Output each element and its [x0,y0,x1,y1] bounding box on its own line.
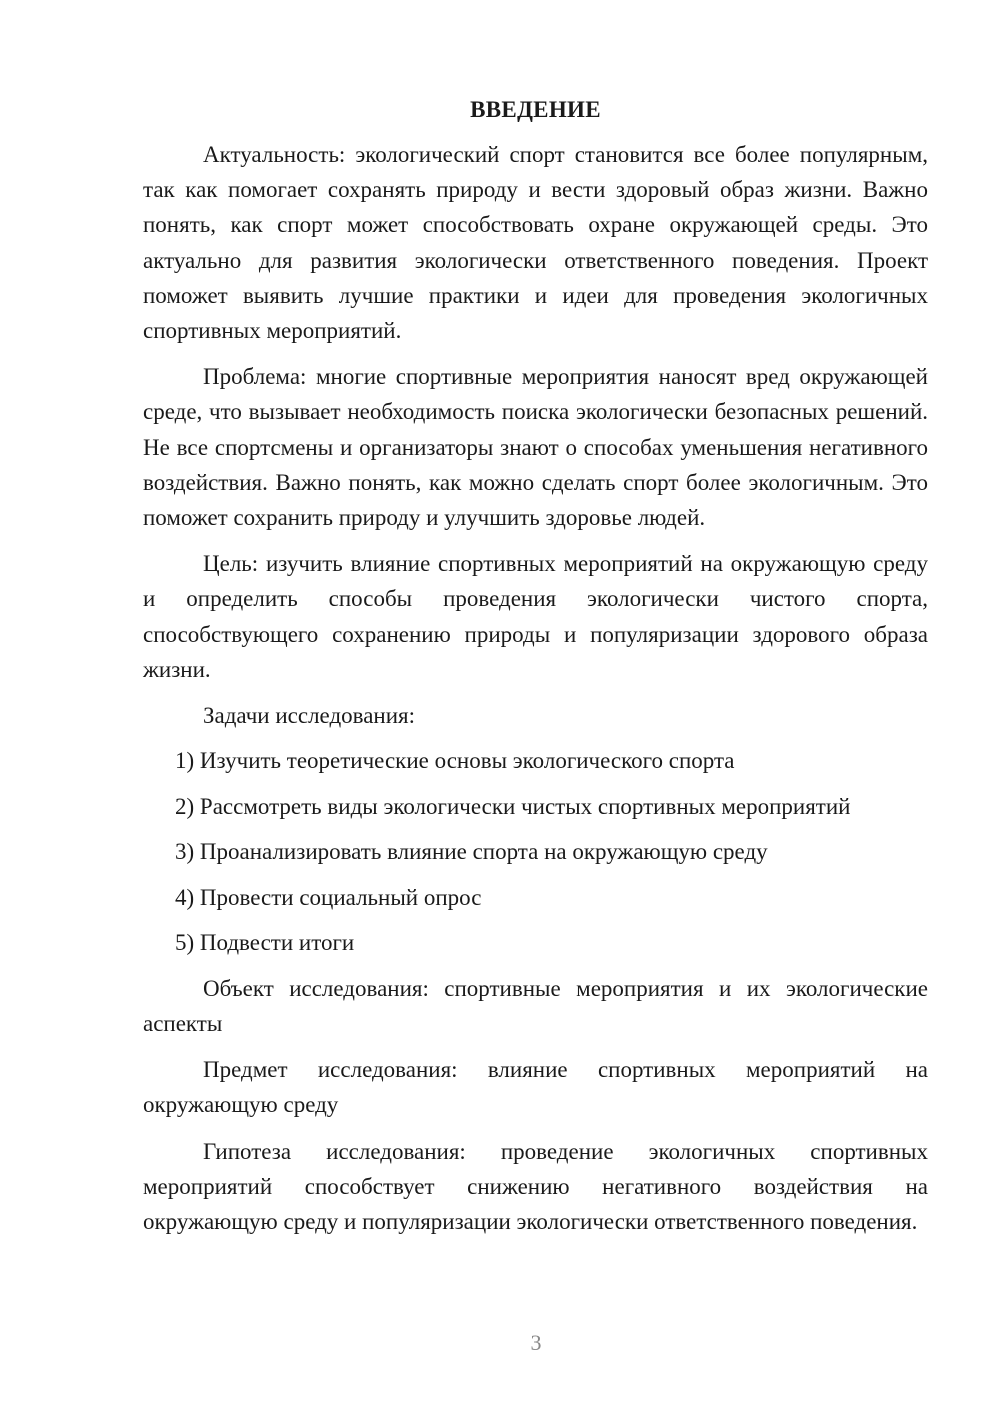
paragraph-goal: Цель: изучить влияние спортивных мероприятий на окружающую среду и определить способы проведения экологически чистого спорта, способствующего сохранению природы и популяризации здорового образа жизни. [143,551,928,682]
list-item: 3) Проанализировать влияние спорта на окружающую среду [175,839,768,865]
list-item: 2) Рассмотреть виды экологически чистых спортивных мероприятий [175,793,851,819]
list-item: 4) Провести социальный опрос [175,884,482,910]
list-item: 5) Подвести итоги [175,930,355,956]
paragraph-problem: Проблема: многие спортивные мероприятия наносят вред окружающей среде, что вызывает необходимость поиска экологически безопасных решений. Не все спортсмены и организаторы знают о способах уменьшения негативного воздействия. Важно понять, как можно сделать спорт более экологичным. Это поможет сохранить природу и улучшить здоровье людей. [143,364,928,531]
tasks-heading: Задачи исследования: [203,703,416,729]
paragraph-hypothesis: Гипотеза исследования: проведение экологичных спортивных мероприятий способствует снижению негативного воздействия на окружающую среду и популяризации экологически ответственного поведения. [143,1138,928,1234]
tasks-list [143,743,928,960]
document-page [143,92,928,1250]
page-title: ВВЕДЕНИЕ [470,97,601,122]
paragraph-relevance: Актуальность: экологический спорт становится все более популярным, так как помогает сохранять природу и вести здоровый образ жизни. Важно понять, как спорт может способствовать охране окружающей среды. Это актуально для развития экологически ответственного поведения. Проект поможет выявить лучшие практики и идеи для проведения экологичных спортивных мероприятий. [143,142,928,344]
paragraph-object: Объект исследования: спортивные мероприятия и их экологические аспекты [143,975,928,1036]
paragraph-subject: Предмет исследования: влияние спортивных мероприятий на окружающую среду [143,1057,928,1118]
list-item: 1) Изучить теоретические основы экологического спорта [175,748,735,774]
page-number: 3 [530,1330,542,1355]
